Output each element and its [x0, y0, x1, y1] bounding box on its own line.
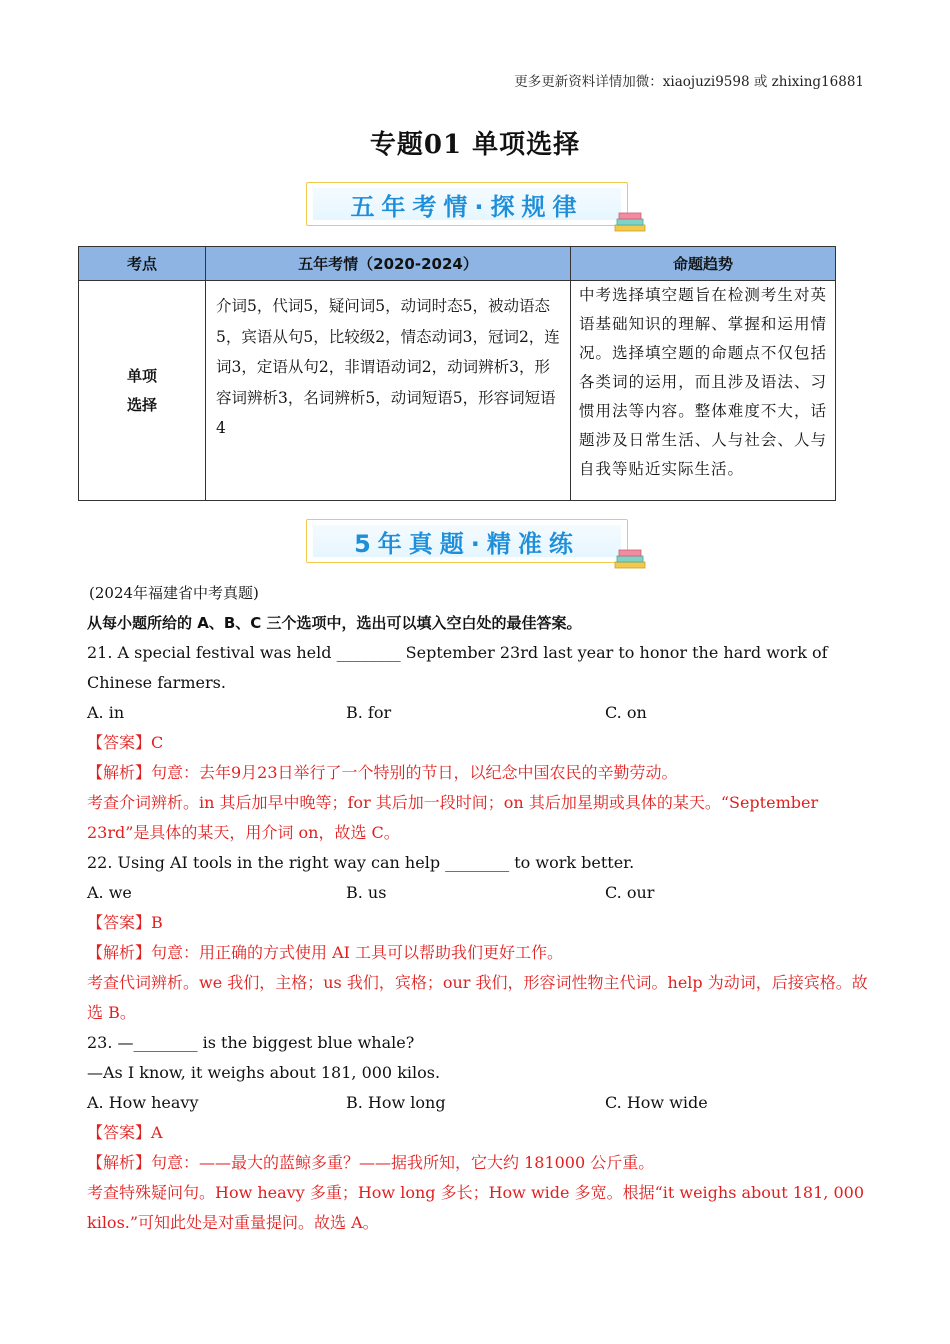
option-b: B. us [346, 883, 387, 902]
table-header-trend: 命题趋势 [571, 247, 836, 281]
question-stem: 21. A special festival was held ________ September 23rd last year to honor the hard work of Chinese farmers. [87, 643, 828, 692]
table-cell-trend: 中考选择填空题旨在检测考生对英语基础知识的理解、掌握和运用情况。选择填空题的命题点不仅包括各类词的运用，而且涉及语法、习惯用法等内容。整体难度不大，话题涉及日常生活、人与社会、人与自我等贴近实际生活。 [571, 281, 836, 501]
question-options [87, 878, 877, 908]
banner-five-year-trends [306, 182, 628, 226]
analysis-detail: 考查代词辨析。we 我们，主格；us 我们，宾格；our 我们，形容词性物主代词。help 为动词，后接宾格。故选 B。 [87, 973, 868, 1022]
question-stem-line2: —As I know, it weighs about 181, 000 kilos. [87, 1063, 441, 1082]
option-a: A. we [87, 883, 132, 902]
books-icon [613, 207, 649, 233]
table-cell-kaodian [79, 281, 206, 501]
page-title: 专题01 单项选择 [369, 130, 581, 160]
analysis-detail: 考查介词辨析。in 其后加早中晚等；for 其后加一段时间；on 其后加星期或具体的某天。“September 23rd”是具体的某天，用介词 on，故选 C。 [87, 793, 819, 842]
kaodian-line1: 单项 [126, 366, 157, 385]
option-b: B. for [346, 703, 392, 722]
analysis-meaning: 【解析】句意：去年9月23日举行了一个特别的节日，以纪念中国农民的辛勤劳动。 [87, 763, 678, 782]
banner-text: 5年真题·精准练 [354, 529, 580, 558]
answer: 【答案】A [87, 1123, 163, 1142]
exam-trend-table [78, 246, 836, 501]
question-options [87, 698, 877, 728]
question-stem: 23. —________ is the biggest blue whale? [87, 1033, 415, 1052]
option-a: A. in [87, 703, 125, 722]
option-c: C. on [605, 703, 647, 722]
kaodian-line2: 选择 [126, 395, 157, 414]
instruction: 从每小题所给的 A、B、C 三个选项中，选出可以填入空白处的最佳答案。 [87, 614, 582, 632]
option-a: A. How heavy [87, 1093, 199, 1112]
option-c: C. our [605, 883, 655, 902]
analysis-meaning: 【解析】句意：用正确的方式使用 AI 工具可以帮助我们更好工作。 [87, 943, 564, 962]
header-note: 更多更新资料详情加微：xiaojuzi9598 或 zhixing16881 [514, 74, 864, 90]
analysis-detail: 考查特殊疑问句。How heavy 多重；How long 多长；How wide 多宽。根据“it weighs about 181, 000 kilos.”可知此处是对重量提问。故选 A。 [87, 1183, 864, 1232]
table-header-five-year: 五年考情（2020-2024） [206, 247, 571, 281]
source-note: (2024年福建省中考真题) [89, 584, 259, 602]
analysis-meaning: 【解析】句意：——最大的蓝鲸多重？——据我所知，它大约 181000 公斤重。 [87, 1153, 655, 1172]
option-b: B. How long [346, 1093, 446, 1112]
answer: 【答案】B [87, 913, 163, 932]
table-header-kaodian: 考点 [79, 247, 206, 281]
banner-text: 五年考情·探规律 [350, 192, 584, 221]
option-c: C. How wide [605, 1093, 708, 1112]
questions-section [87, 578, 877, 1238]
answer: 【答案】C [87, 733, 164, 752]
table-cell-five-year: 介词5，代词5，疑问词5，动词时态5，被动语态5，宾语从句5，比较级2，情态动词3，冠词2，连词3，定语从句2，非谓语动词2，动词辨析3，形容词辨析3，名词辨析5，动词短语5，形容词短语4 [206, 281, 571, 501]
question-options [87, 1088, 877, 1118]
banner-practice [306, 519, 628, 563]
question-stem: 22. Using AI tools in the right way can help ________ to work better. [87, 853, 635, 872]
books-icon [613, 544, 649, 570]
